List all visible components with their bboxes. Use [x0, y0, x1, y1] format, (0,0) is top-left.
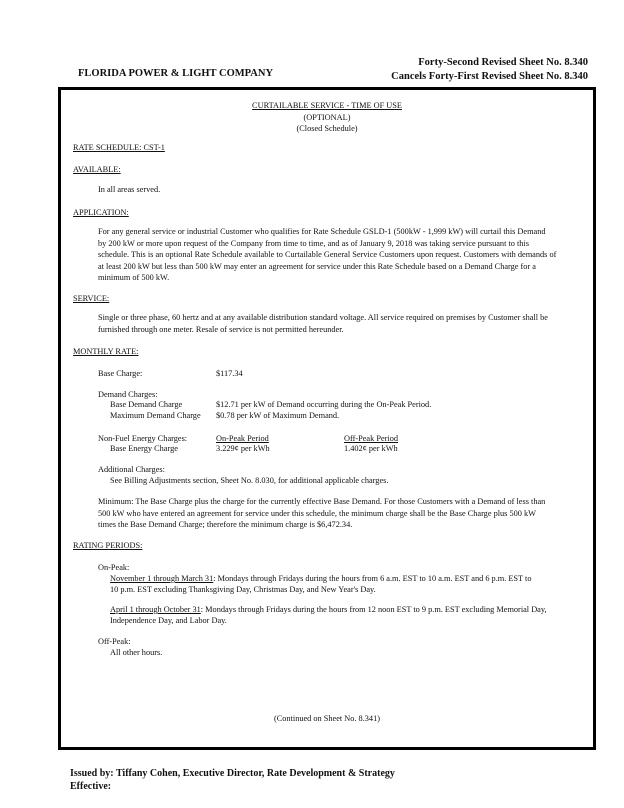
- rating-periods-heading: RATING PERIODS:: [73, 541, 143, 550]
- off-peak-label: Off-Peak:: [98, 637, 131, 646]
- document-title: [60, 100, 594, 135]
- service-heading: SERVICE:: [73, 294, 110, 303]
- title-closed: (Closed Schedule): [296, 124, 358, 134]
- base-demand-label: Base Demand Charge: [110, 400, 183, 409]
- nonfuel-label: Non-Fuel Energy Charges:: [98, 434, 188, 443]
- minimum-line: times the Base Demand Charge; therefore the minimum charge is $6,472.34.: [98, 520, 353, 530]
- winter-period-hours: : Mondays through Fridays during the hours from 6 a.m. EST to 10 a.m. EST and 6 p.m. EST to: [213, 574, 532, 583]
- off-peak-column-header: Off-Peak Period: [344, 434, 398, 443]
- rate-schedule-heading: RATE SCHEDULE: CST-1: [73, 143, 165, 152]
- effective-date: Effective:: [70, 781, 112, 792]
- base-energy-label: Base Energy Charge: [110, 444, 178, 453]
- sheet-number: Forty-Second Revised Sheet No. 8.340: [418, 57, 588, 68]
- winter-period: November 1 through March 31: [110, 574, 214, 583]
- summer-on-peak-line-2: Independence Day, and Labor Day.: [110, 616, 227, 625]
- additional-charges-text: See Billing Adjustments section, Sheet No. 8.030, for additional applicable charges.: [110, 476, 389, 485]
- max-demand-value: $0.78 per kW of Maximum Demand.: [216, 411, 340, 420]
- minimum-line: Minimum: The Base Charge plus the charge for the currently effective Base Demand. For those Customers with a Demand of less than: [98, 497, 546, 506]
- application-heading: APPLICATION:: [73, 208, 129, 217]
- application-line: schedule. This is an optional Rate Schedule available to Curtailable General Service Customers upon request. Customers with demands of: [98, 250, 557, 260]
- summer-period: April 1 through October 31: [110, 605, 201, 614]
- off-peak-text: All other hours.: [110, 648, 163, 657]
- on-peak-column-header: On-Peak Period: [216, 434, 269, 443]
- winter-on-peak-line: [110, 573, 532, 585]
- service-paragraph: [98, 312, 588, 335]
- application-line: by 200 kW or more upon request of the Company from time to time, and as of January 9, 2018 was taking service pursuant to this: [98, 238, 529, 248]
- minimum-line: 500 kW who have entered an agreement for service under this schedule, the minimum charge shall be the Base Charge plus 500 kW: [98, 508, 536, 518]
- summer-on-peak-line: [110, 604, 547, 616]
- cancels-sheet: Cancels Forty-First Revised Sheet No. 8.340: [391, 71, 588, 82]
- winter-on-peak-line-2: 10 p.m. EST excluding Thanksgiving Day, Christmas Day, and New Year's Day.: [110, 585, 376, 594]
- monthly-rate-heading: MONTHLY RATE:: [73, 347, 139, 356]
- on-peak-energy-value: 3.229¢ per kWh: [216, 444, 270, 453]
- demand-charges-label: Demand Charges:: [98, 390, 158, 399]
- issued-by: Issued by: Tiffany Cohen, Executive Director, Rate Development & Strategy: [70, 768, 395, 779]
- application-line: at least 200 kW but less than 500 kW may enter an agreement for service under this Rate Schedule based on a Demand Charge for a: [98, 261, 536, 271]
- summer-period-hours: : Mondays through Fridays during the hours from 12 noon EST to 9 p.m. EST excluding Memorial Day,: [200, 605, 547, 614]
- title-optional: (OPTIONAL): [303, 112, 351, 122]
- minimum-charge-paragraph: [98, 496, 588, 531]
- base-charge-value: $117.34: [216, 369, 243, 378]
- available-heading: AVAILABLE:: [73, 165, 121, 174]
- sheet-number-header: [391, 56, 588, 84]
- application-paragraph: [98, 226, 588, 284]
- company-name: FLORIDA POWER & LIGHT COMPANY: [78, 68, 274, 79]
- base-demand-value: $12.71 per kW of Demand occurring during the On-Peak Period.: [216, 400, 432, 409]
- continued-note: (Continued on Sheet No. 8.341): [273, 714, 380, 723]
- available-text: In all areas served.: [98, 185, 161, 194]
- service-line: furnished through one meter. Resale of service is not permitted hereunder.: [98, 324, 344, 334]
- application-line: minimum of 500 kW.: [98, 273, 170, 283]
- off-peak-energy-value: 1.402¢ per kWh: [344, 444, 398, 453]
- additional-charges-label: Additional Charges:: [98, 465, 165, 474]
- application-line: For any general service or industrial Customer who qualifies for Rate Schedule GSLD-1 (500kW - 1,999 kW) will curtail this Demand: [98, 227, 546, 236]
- service-line: Single or three phase, 60 hertz and at any available distribution standard voltage. All service required on premises by Customer shall be: [98, 313, 548, 322]
- max-demand-label: Maximum Demand Charge: [110, 411, 201, 420]
- base-charge-label: Base Charge:: [98, 369, 143, 378]
- title-main: CURTAILABLE SERVICE - TIME OF USE: [252, 101, 402, 110]
- on-peak-label: On-Peak:: [98, 563, 130, 572]
